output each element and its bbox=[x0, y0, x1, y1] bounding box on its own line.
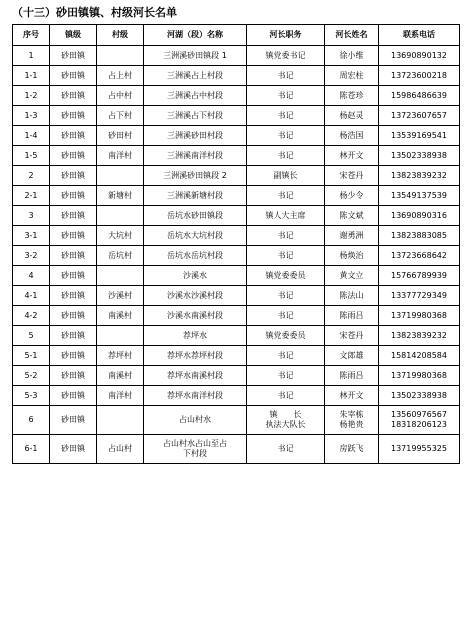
cell-position: 镇党委委员 bbox=[247, 266, 325, 286]
table-row bbox=[13, 435, 460, 464]
cell-village bbox=[97, 206, 144, 226]
cell-chief-name: 陈苍珍 bbox=[325, 86, 379, 106]
cell-phone: 13723607657 bbox=[379, 106, 460, 126]
cell-town: 砂田镇 bbox=[50, 146, 97, 166]
cell-river: 荐坪水南溪村段 bbox=[144, 366, 247, 386]
cell-phone: 13723668642 bbox=[379, 246, 460, 266]
cell-phone: 15814208584 bbox=[379, 346, 460, 366]
river-chief-table bbox=[12, 24, 460, 464]
table-row bbox=[13, 126, 460, 146]
cell-river: 荐坪水南洋村段 bbox=[144, 386, 247, 406]
cell-phone: 13502338938 bbox=[379, 386, 460, 406]
cell-position: 书记 bbox=[247, 366, 325, 386]
header-seq: 序号 bbox=[13, 25, 50, 46]
cell-position: 书记 bbox=[247, 86, 325, 106]
cell-town: 砂田镇 bbox=[50, 346, 97, 366]
cell-town: 砂田镇 bbox=[50, 246, 97, 266]
cell-position: 镇人大主席 bbox=[247, 206, 325, 226]
cell-chief-name: 杨少令 bbox=[325, 186, 379, 206]
cell-seq: 1 bbox=[13, 46, 50, 66]
table-row bbox=[13, 46, 460, 66]
cell-chief-name: 房跃飞 bbox=[325, 435, 379, 464]
cell-position: 书记 bbox=[247, 386, 325, 406]
table-row bbox=[13, 406, 460, 435]
table-row bbox=[13, 66, 460, 86]
cell-river: 沙溪水沙溪村段 bbox=[144, 286, 247, 306]
cell-seq: 1-3 bbox=[13, 106, 50, 126]
cell-seq: 5 bbox=[13, 326, 50, 346]
cell-position: 书记 bbox=[247, 306, 325, 326]
cell-seq: 5-3 bbox=[13, 386, 50, 406]
cell-phone: 15766789939 bbox=[379, 266, 460, 286]
table-body bbox=[13, 46, 460, 464]
cell-seq: 3-1 bbox=[13, 226, 50, 246]
cell-chief-name: 宋苍丹 bbox=[325, 326, 379, 346]
cell-river: 荐坪水荐坪村段 bbox=[144, 346, 247, 366]
cell-chief-name: 周宏柱 bbox=[325, 66, 379, 86]
table-row bbox=[13, 246, 460, 266]
cell-river: 三洲溪南洋村段 bbox=[144, 146, 247, 166]
cell-town: 砂田镇 bbox=[50, 386, 97, 406]
cell-seq: 1-2 bbox=[13, 86, 50, 106]
cell-chief-name: 宋苍丹 bbox=[325, 166, 379, 186]
cell-town: 砂田镇 bbox=[50, 406, 97, 435]
cell-chief-name: 朱宰栋 杨艳贵 bbox=[325, 406, 379, 435]
cell-village: 南洋村 bbox=[97, 146, 144, 166]
cell-village bbox=[97, 266, 144, 286]
cell-position: 镇 长 执法大队长 bbox=[247, 406, 325, 435]
cell-village bbox=[97, 166, 144, 186]
cell-position: 镇党委委员 bbox=[247, 326, 325, 346]
cell-position: 副镇长 bbox=[247, 166, 325, 186]
cell-phone: 13539169541 bbox=[379, 126, 460, 146]
cell-chief-name: 文郎雄 bbox=[325, 346, 379, 366]
cell-phone: 13560976567 18318206123 bbox=[379, 406, 460, 435]
cell-town: 砂田镇 bbox=[50, 206, 97, 226]
cell-river: 岳坑水大坑村段 bbox=[144, 226, 247, 246]
table-row bbox=[13, 166, 460, 186]
cell-river: 三洲溪占中村段 bbox=[144, 86, 247, 106]
cell-village: 南溪村 bbox=[97, 366, 144, 386]
cell-town: 砂田镇 bbox=[50, 435, 97, 464]
cell-position: 书记 bbox=[247, 126, 325, 146]
cell-river: 占山村水 bbox=[144, 406, 247, 435]
cell-phone: 13690890132 bbox=[379, 46, 460, 66]
cell-chief-name: 谢勇洲 bbox=[325, 226, 379, 246]
cell-river: 岳坑水砂田镇段 bbox=[144, 206, 247, 226]
header-phone: 联系电话 bbox=[379, 25, 460, 46]
cell-seq: 6 bbox=[13, 406, 50, 435]
header-river: 河湖（段）名称 bbox=[144, 25, 247, 46]
cell-town: 砂田镇 bbox=[50, 106, 97, 126]
cell-village: 岳坑村 bbox=[97, 246, 144, 266]
cell-chief-name: 林开文 bbox=[325, 386, 379, 406]
cell-river: 沙溪水 bbox=[144, 266, 247, 286]
cell-phone: 13719980368 bbox=[379, 306, 460, 326]
cell-village bbox=[97, 46, 144, 66]
cell-seq: 1-1 bbox=[13, 66, 50, 86]
cell-river: 岳坑水岳坑村段 bbox=[144, 246, 247, 266]
cell-phone: 13719980368 bbox=[379, 366, 460, 386]
cell-town: 砂田镇 bbox=[50, 46, 97, 66]
table-row bbox=[13, 326, 460, 346]
cell-position: 书记 bbox=[247, 226, 325, 246]
cell-river: 三洲溪砂田村段 bbox=[144, 126, 247, 146]
header-name: 河长姓名 bbox=[325, 25, 379, 46]
table-row bbox=[13, 286, 460, 306]
cell-town: 砂田镇 bbox=[50, 326, 97, 346]
cell-position: 书记 bbox=[247, 286, 325, 306]
cell-position: 书记 bbox=[247, 246, 325, 266]
cell-position: 书记 bbox=[247, 66, 325, 86]
cell-position: 书记 bbox=[247, 435, 325, 464]
cell-village: 新塘村 bbox=[97, 186, 144, 206]
cell-town: 砂田镇 bbox=[50, 86, 97, 106]
table-row bbox=[13, 146, 460, 166]
cell-seq: 3-2 bbox=[13, 246, 50, 266]
table-row bbox=[13, 206, 460, 226]
cell-phone: 13502338938 bbox=[379, 146, 460, 166]
table-row bbox=[13, 86, 460, 106]
cell-phone: 13823839232 bbox=[379, 166, 460, 186]
cell-town: 砂田镇 bbox=[50, 126, 97, 146]
cell-seq: 2 bbox=[13, 166, 50, 186]
cell-town: 砂田镇 bbox=[50, 306, 97, 326]
table-header-row bbox=[13, 25, 460, 46]
cell-phone: 13690890316 bbox=[379, 206, 460, 226]
cell-seq: 2-1 bbox=[13, 186, 50, 206]
cell-river: 三洲溪砂田镇段 1 bbox=[144, 46, 247, 66]
cell-river: 三洲溪占上村段 bbox=[144, 66, 247, 86]
cell-position: 书记 bbox=[247, 146, 325, 166]
cell-village bbox=[97, 326, 144, 346]
cell-village: 占上村 bbox=[97, 66, 144, 86]
header-position: 河长职务 bbox=[247, 25, 325, 46]
cell-chief-name: 黄文立 bbox=[325, 266, 379, 286]
table-row bbox=[13, 346, 460, 366]
cell-town: 砂田镇 bbox=[50, 66, 97, 86]
cell-chief-name: 徐小维 bbox=[325, 46, 379, 66]
cell-village: 荐坪村 bbox=[97, 346, 144, 366]
header-village: 村级 bbox=[97, 25, 144, 46]
cell-chief-name: 陈法山 bbox=[325, 286, 379, 306]
cell-chief-name: 陈文斌 bbox=[325, 206, 379, 226]
cell-seq: 3 bbox=[13, 206, 50, 226]
cell-village bbox=[97, 406, 144, 435]
cell-river: 三洲溪新塘村段 bbox=[144, 186, 247, 206]
cell-position: 书记 bbox=[247, 346, 325, 366]
cell-town: 砂田镇 bbox=[50, 186, 97, 206]
cell-village: 沙溪村 bbox=[97, 286, 144, 306]
cell-seq: 5-1 bbox=[13, 346, 50, 366]
table-row bbox=[13, 106, 460, 126]
cell-chief-name: 陈雨吕 bbox=[325, 306, 379, 326]
table-row bbox=[13, 226, 460, 246]
cell-town: 砂田镇 bbox=[50, 286, 97, 306]
cell-village: 大坑村 bbox=[97, 226, 144, 246]
cell-village: 占山村 bbox=[97, 435, 144, 464]
document-title: （十三）砂田镇镇、村级河长名单 bbox=[12, 6, 177, 19]
cell-village: 占中村 bbox=[97, 86, 144, 106]
cell-town: 砂田镇 bbox=[50, 166, 97, 186]
cell-seq: 4-1 bbox=[13, 286, 50, 306]
cell-position: 书记 bbox=[247, 106, 325, 126]
cell-seq: 5-2 bbox=[13, 366, 50, 386]
cell-village: 南溪村 bbox=[97, 306, 144, 326]
cell-chief-name: 杨赵灵 bbox=[325, 106, 379, 126]
cell-river: 占山村水占山至占 下村段 bbox=[144, 435, 247, 464]
cell-phone: 13549137539 bbox=[379, 186, 460, 206]
cell-town: 砂田镇 bbox=[50, 266, 97, 286]
table-row bbox=[13, 386, 460, 406]
table-row bbox=[13, 366, 460, 386]
cell-river: 荐坪水 bbox=[144, 326, 247, 346]
cell-position: 镇党委书记 bbox=[247, 46, 325, 66]
cell-seq: 6-1 bbox=[13, 435, 50, 464]
cell-phone: 13823883085 bbox=[379, 226, 460, 246]
cell-phone: 13719955325 bbox=[379, 435, 460, 464]
cell-village: 砂田村 bbox=[97, 126, 144, 146]
table-row bbox=[13, 306, 460, 326]
header-town: 镇级 bbox=[50, 25, 97, 46]
cell-seq: 1-4 bbox=[13, 126, 50, 146]
cell-position: 书记 bbox=[247, 186, 325, 206]
cell-town: 砂田镇 bbox=[50, 226, 97, 246]
cell-river: 沙溪水南溪村段 bbox=[144, 306, 247, 326]
cell-river: 三洲溪占下村段 bbox=[144, 106, 247, 126]
table-row bbox=[13, 266, 460, 286]
table-row bbox=[13, 186, 460, 206]
cell-phone: 15986486639 bbox=[379, 86, 460, 106]
cell-chief-name: 陈雨吕 bbox=[325, 366, 379, 386]
cell-chief-name: 林开文 bbox=[325, 146, 379, 166]
cell-seq: 4-2 bbox=[13, 306, 50, 326]
cell-chief-name: 杨焕治 bbox=[325, 246, 379, 266]
cell-phone: 13823839232 bbox=[379, 326, 460, 346]
cell-village: 占下村 bbox=[97, 106, 144, 126]
cell-town: 砂田镇 bbox=[50, 366, 97, 386]
cell-phone: 13723600218 bbox=[379, 66, 460, 86]
cell-seq: 4 bbox=[13, 266, 50, 286]
cell-village: 南洋村 bbox=[97, 386, 144, 406]
cell-seq: 1-5 bbox=[13, 146, 50, 166]
cell-chief-name: 杨浩国 bbox=[325, 126, 379, 146]
cell-river: 三洲溪砂田镇段 2 bbox=[144, 166, 247, 186]
cell-phone: 13377729349 bbox=[379, 286, 460, 306]
